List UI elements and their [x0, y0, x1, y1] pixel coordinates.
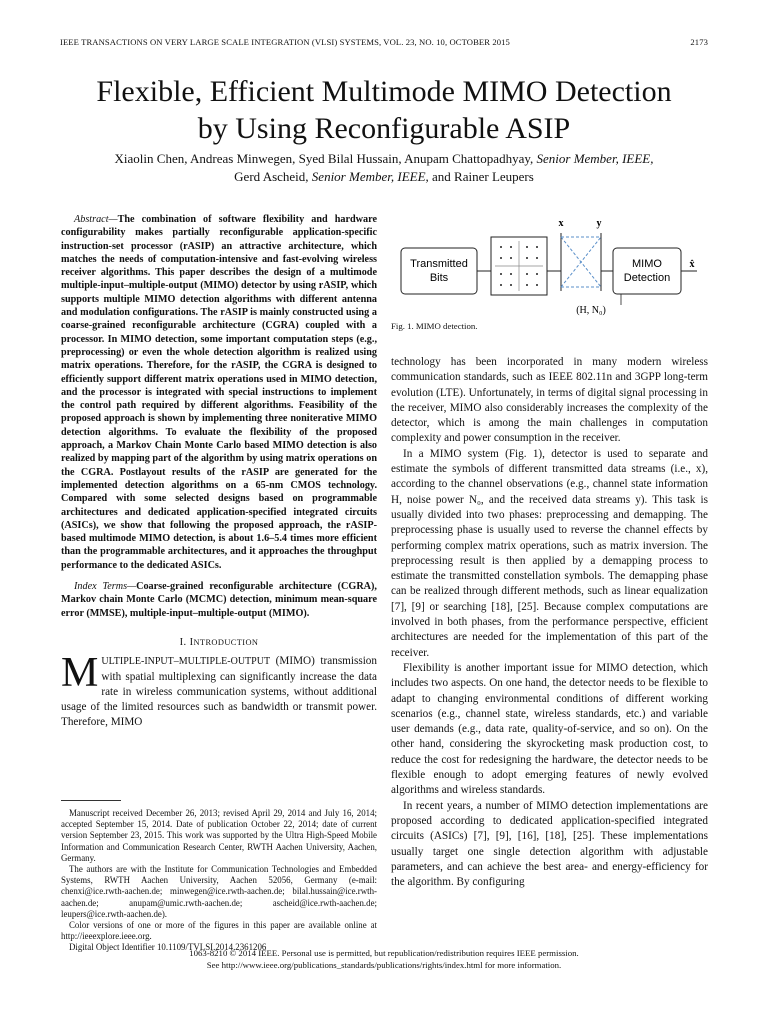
index-terms [61, 580, 377, 620]
label-x: x [558, 218, 564, 229]
paper-title [40, 73, 728, 147]
figure-mimo-detection [391, 213, 708, 331]
transmitted-bits-label-1: Transmitted [410, 258, 468, 270]
left-column [61, 213, 377, 730]
mimo-detection-label-1: MIMO [632, 258, 662, 270]
copyright-line-2: See http://www.ieee.org/publications_standards/publications/rights/index.html for more information. [206, 959, 562, 970]
footnotes [61, 808, 377, 954]
label-y: y [596, 218, 602, 229]
figure-caption: Fig. 1. MIMO detection. [391, 321, 478, 331]
label-channel: (H, N₀) [576, 305, 606, 316]
footnote-manuscript: Manuscript received December 26, 2013; revised April 29, 2014 and July 16, 2014; accepted September 15, 2014. Date of publication October 22, 2014; date of current version September 23, 2015. This work was supported by the Ultra High-Speed Mobile Information and Communication Research Center, RWTH Aachen University, Aachen, Germany. [61, 808, 377, 863]
intro-paragraph: MULTIPLE-INPUT–MULTIPLE-OUTPUT (MIMO) transmission with spatial multiplexing can significantly increase the data rate in wireless communication systems, without additional usage of the limited resources such as bandwidth or transmit power. Therefore, MIMO [61, 650, 377, 729]
mimo-detection-label-2: Detection [623, 272, 671, 284]
lead-caps: ULTIPLE-INPUT–MULTIPLE-OUTPUT [101, 656, 271, 668]
title-line-2: by Using Reconfigurable ASIP [197, 112, 571, 145]
author-role: Senior Member, IEEE, [536, 151, 654, 166]
transmitted-bits-box [401, 248, 477, 294]
right-column [391, 355, 708, 890]
abstract-label: Abstract— [74, 214, 118, 225]
section-heading: I. INTRODUCTION [179, 636, 259, 648]
label-xhat: x̂ [689, 259, 695, 270]
journal-header: IEEE TRANSACTIONS ON VERY LARGE SCALE INTEGRATION (VLSI) SYSTEMS, VOL. 23, NO. 10, OCTOBER 2015 [60, 37, 510, 47]
footnote-rule [61, 800, 121, 801]
footnote-color: Color versions of one or more of the figures in this paper are available online at http://ieeexplore.ieee.org. [61, 920, 377, 942]
author-list [40, 150, 728, 186]
title-line-1: Flexible, Efficient Multimode MIMO Detection [96, 75, 672, 108]
footnote-affiliation: The authors are with the Institute for Communication Technologies and Embedded Systems, RWTH Aachen University, Aachen 52056, Germany (e-mail: chenxi@ice.rwth-aachen.de; minwegen@ice.rwth-aachen.de; bilal.hussain@ice.rwth-aachen.de; anupam@umic.rwth-aachen.de; ascheid@ice.rwth-aachen.de; leupers@ice.rwth-aachen.de). [61, 864, 377, 919]
page-number: 2173 [690, 37, 708, 47]
running-header [60, 37, 708, 47]
copyright-notice [40, 948, 728, 971]
author-role: Senior Member, IEEE, [311, 169, 429, 184]
channel-lines [561, 237, 601, 287]
index-terms-label: Index Terms— [74, 581, 137, 593]
paragraph: technology has been incorporated in many modern wireless communication standards, such as IEEE 802.11n and 3GPP long-term evolution (LTE). Unfortunately, in terms of digital signal processing in the receiver, MIMO also considerably increases the complexity of the detector, which is among the main challenges in computation complexity and power consumption in the receiver. [391, 356, 708, 445]
authors-line-1: Xiaolin Chen, Andreas Minwegen, Syed Bilal Hussain, Anupam Chattopadhyay, Senior Member, IEEE, [114, 151, 654, 166]
copyright-line-1: 1063-8210 © 2014 IEEE. Personal use is permitted, but republication/redistribution requires IEEE permission. [189, 948, 579, 958]
paragraph: Flexibility is another important issue for MIMO detection, which includes two aspects. On one hand, the detector needs to be flexible to adapt to changing environmental conditions of different working scenarios (e.g., channel state, wireless standards, etc.) and variable user demands (e.g., data rate, quality-of-service, and so on). On the other hand, considering the skyrocketing mask production cost, to reduce the cost for redesigning the hardware, the detector needs to be flexible enough to adopt emerging features of newly evolved algorithms and wireless standards. [391, 661, 708, 797]
transmitted-bits-label-2: Bits [429, 272, 449, 284]
authors-line-2: Gerd Ascheid, Senior Member, IEEE, and Rainer Leupers [234, 169, 534, 184]
footnote-doi: Digital Object Identifier 10.1109/TVLSI.2014.2361206 [69, 942, 267, 953]
index-terms-text: Coarse-grained reconfigurable architecture (CGRA), Markov chain Monte Carlo (MCMC) detection, minimum mean-square error (MMSE), multiple-input–multiple-output (MIMO). [61, 581, 377, 619]
mimo-detection-box [613, 248, 681, 294]
abstract [61, 213, 377, 572]
abstract-text: The combination of software flexibility and hardware configurability makes partially reconfigurable application-specific instruction-set processor (rASIP) an attractive architecture, which matches the needs of computation-intensive and fast-evolving wireless receiver algorithms. This paper describes the design of a multimode multiple-input–multiple-output (MIMO) detector by using rASIP, which supports multiple MIMO detection algorithms with different antenna and modulation configurations. The rASIP is mainly constructed using a coarse-grained reconfigurable architecture (CGRA) coupled with a processor. In MIMO detection, some important computation steps (e.g., preprocessing) or even the whole detection algorithm is realized using matrix operations. Therefore, for the rASIP, the CGRA is designed to efficiently support different matrix operations used in MIMO detection, and the processor is integrated with special instructions to implement the control path required by different algorithms. Feasibility of the proposed approach is shown by implementing three noniterative MIMO detection algorithms. To evaluate the flexibility of the proposed approach, a Markov Chain Monte Carlo based MIMO detection is also realized by mapping part of the algorithm by using matrix operations on the CGRA. Postlayout results of the rASIP are generated for the implemented detection algorithms on a 65-nm CMOS technology. Compared with some selected designs based on programmable architectures and dedicated application-specified integrated circuits (ASICs), we show that following the proposed approach, the rASIP-based multimode MIMO detection, is about 1.6–5.4 times more efficient than the programmable architectures, and it approaches the throughput performance to the dedicated ASICs. [61, 214, 377, 571]
drop-cap: M [61, 650, 99, 697]
paragraph: In recent years, a number of MIMO detection implementations are proposed according to dedicated application-specified integrated circuits (ASICs) [7], [9], [16], [18], [25]. These implementations usually target one single detection algorithm with adjustable parameters, and can achieve the best area- and energy-efficiency for the algorithm. By configuring [391, 799, 708, 889]
paragraph: In a MIMO system (Fig. 1), detector is used to separate and estimate the symbols of different transmitted data streams (i.e., x), according to the channel observations (e.g., channel state information H, noise power N₀, and the received data streams y). This task is usually divided into two phases: preprocessing and demapping. The preprocessing phase is usually used to reverse the channel effects by performing complex matrix operations, such as matrix inversion. The preprocessing result is then applied by a demapping process to estimate the transmitted constellation symbols. The demapping phase can be realized through different methods, such as linear equalization [7], [9] or searching [18], [25]. Because complex computations are involved in both phases, from the performance perspective, efficient architectures are needed for the implementation of this part of the receiver. [391, 447, 708, 659]
